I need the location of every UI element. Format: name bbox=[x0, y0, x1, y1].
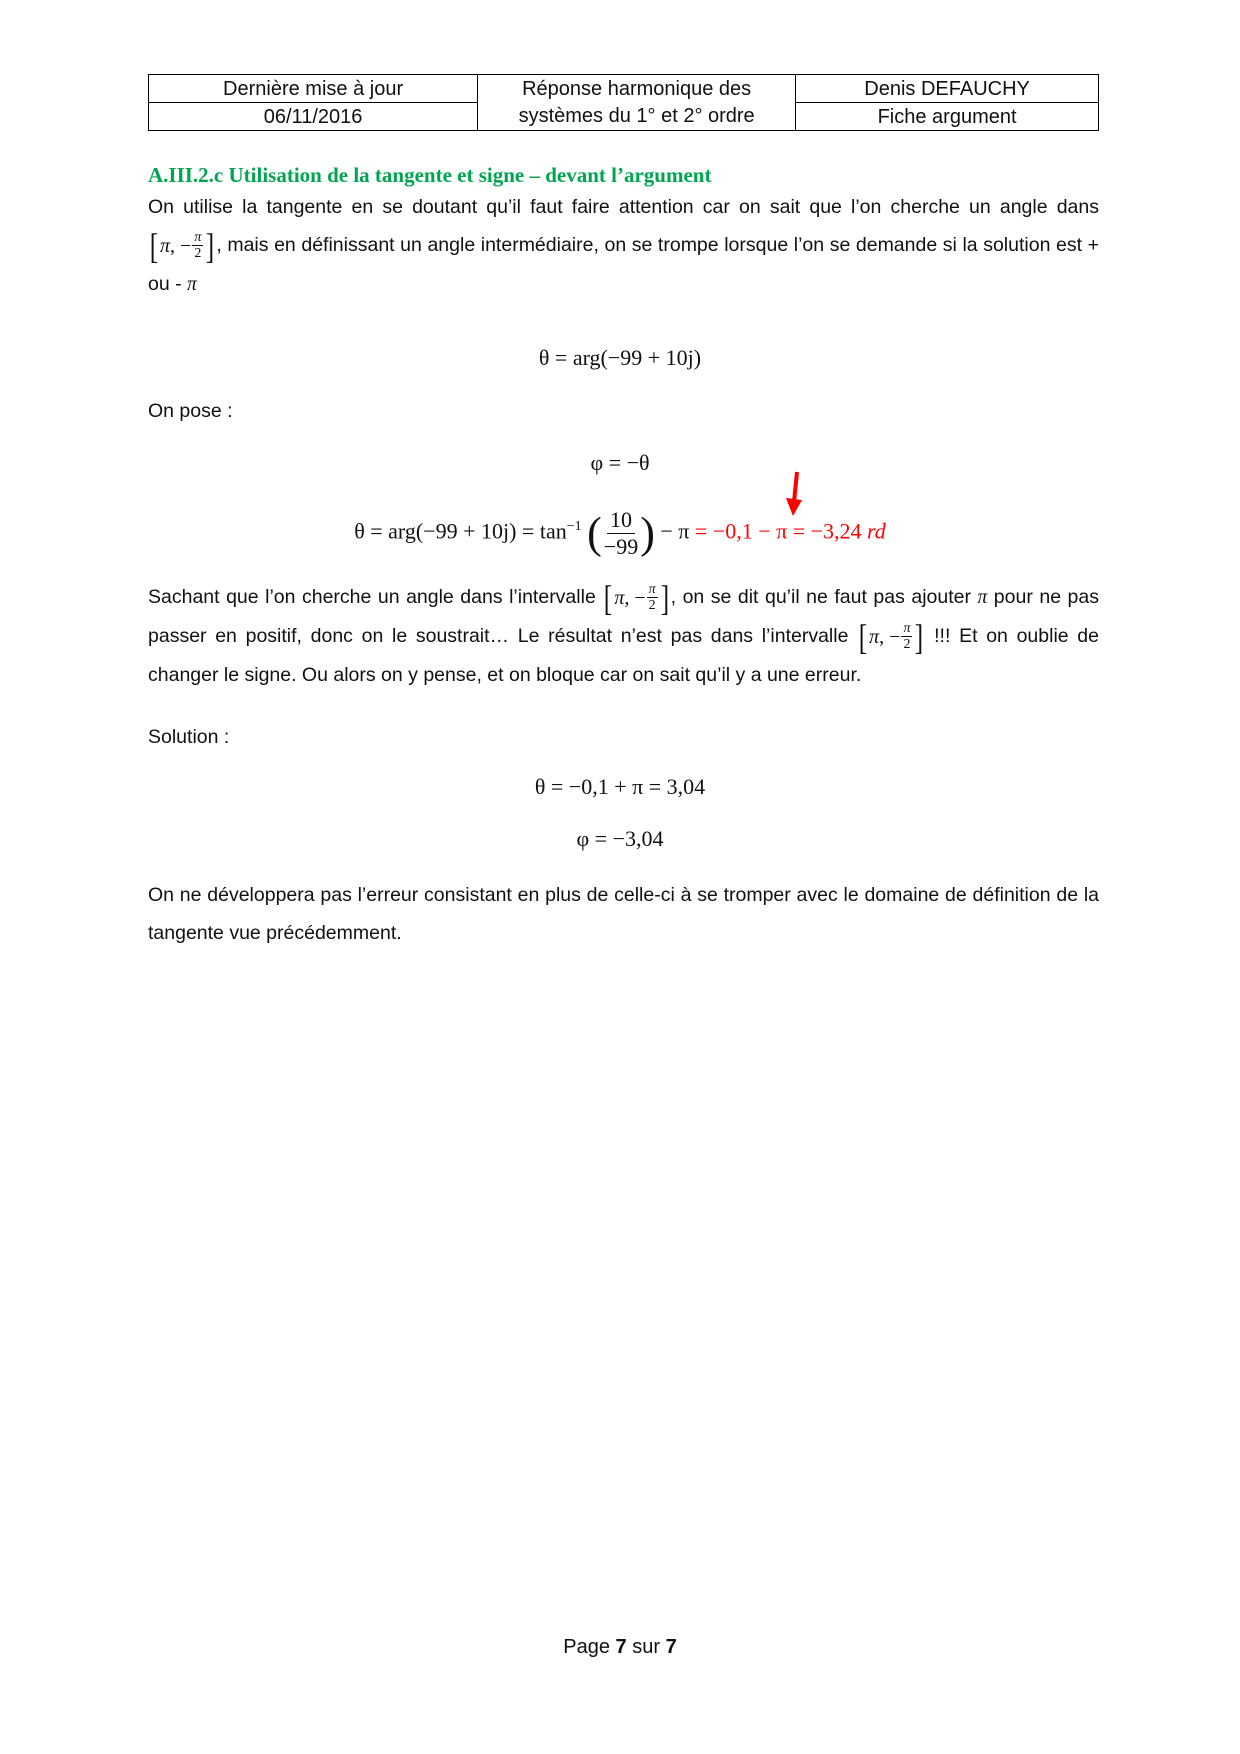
equation-phi-solution: φ = −3,04 bbox=[576, 826, 664, 851]
interval-expression: [ π , − $\frac{\pi}{2}$ ] bbox=[149, 225, 215, 266]
on-pose-label: On pose : bbox=[148, 400, 233, 422]
equation-phi-def: φ = −θ bbox=[590, 450, 650, 475]
section-title: A.III.2.c Utilisation de la tangente et signe – devant l’argument bbox=[148, 163, 712, 187]
paragraph-conclusion: On ne développera pas l’erreur consistant en plus de celle-ci à se tromper avec le domaine de définition de la tangente vue précédemment. bbox=[148, 884, 1099, 944]
document-subject bbox=[478, 75, 796, 131]
solution-label: Solution : bbox=[148, 726, 230, 748]
subject-line-2: systèmes du 1° et 2° ordre bbox=[518, 104, 755, 127]
interval-expression: [ π , − $\frac{\pi}{2}$ ] bbox=[604, 577, 669, 618]
paragraph-explanation: Sachant que l’on cherche un angle dans l’intervalle [ π , − $\frac{\pi}{2}$ ] , on se dit qu’il ne faut pas ajouter π pour ne pas passer en positif, donc on le soustrait… Le résultat n’est pas dans l’intervalle [ π , − $\frac{\pi}{2}$ ] !!! Et on oublie de changer le signe. Ou alors on y pense, et on bloque car on sait qu’il y a une erreur. bbox=[148, 577, 1099, 686]
intro-text-2: , mais en définissant un angle intermédiaire, on se trompe lorsque l’on se demande si la solution est + ou - bbox=[148, 234, 1099, 295]
subject-line-1: Réponse harmonique des bbox=[522, 77, 752, 100]
equation-theta-tan: $\theta = arg(-99 + 10j) = \tan^{-1}$ ( $\frac{10}{-99}$ ) − π = −0,1 − π = −3,24 rd bbox=[354, 507, 886, 559]
paragraph-intro: On utilise la tangente en se doutant qu’il faut faire attention car on sait que l’on cherche un angle dans [ π , − $\frac{\pi}{2}$ ] , mais en définissant un angle intermédiaire, on se trompe lorsque l’on se demande si la solution est + ou - π bbox=[148, 196, 1099, 295]
header-table bbox=[148, 74, 1099, 131]
equation-theta-arg: θ = arg(−99 + 10j) bbox=[538, 345, 702, 370]
total-pages: 7 bbox=[665, 1636, 677, 1658]
erroneous-result: = −0,1 − π = −3,24 bbox=[689, 518, 868, 544]
equation-theta-solution: θ = −0,1 + π = 3,04 bbox=[534, 774, 706, 799]
update-date: 06/11/2016 bbox=[149, 103, 478, 131]
author-name: Denis DEFAUCHY bbox=[796, 75, 1099, 103]
interval-expression: [ π , − $\frac{\pi}{2}$ ] bbox=[858, 616, 924, 657]
fraction-10-over-minus-99: $\frac{10}{-99}$ bbox=[603, 507, 639, 559]
page-footer: Page 7 sur 7 bbox=[563, 1636, 677, 1658]
current-page: 7 bbox=[615, 1636, 627, 1658]
last-update-label: Dernière mise à jour bbox=[149, 75, 478, 103]
intro-text-1: On utilise la tangente en se doutant qu’il faut faire attention car on sait que l’on cherche un angle dans bbox=[148, 196, 1099, 218]
sheet-type: Fiche argument bbox=[796, 103, 1099, 131]
